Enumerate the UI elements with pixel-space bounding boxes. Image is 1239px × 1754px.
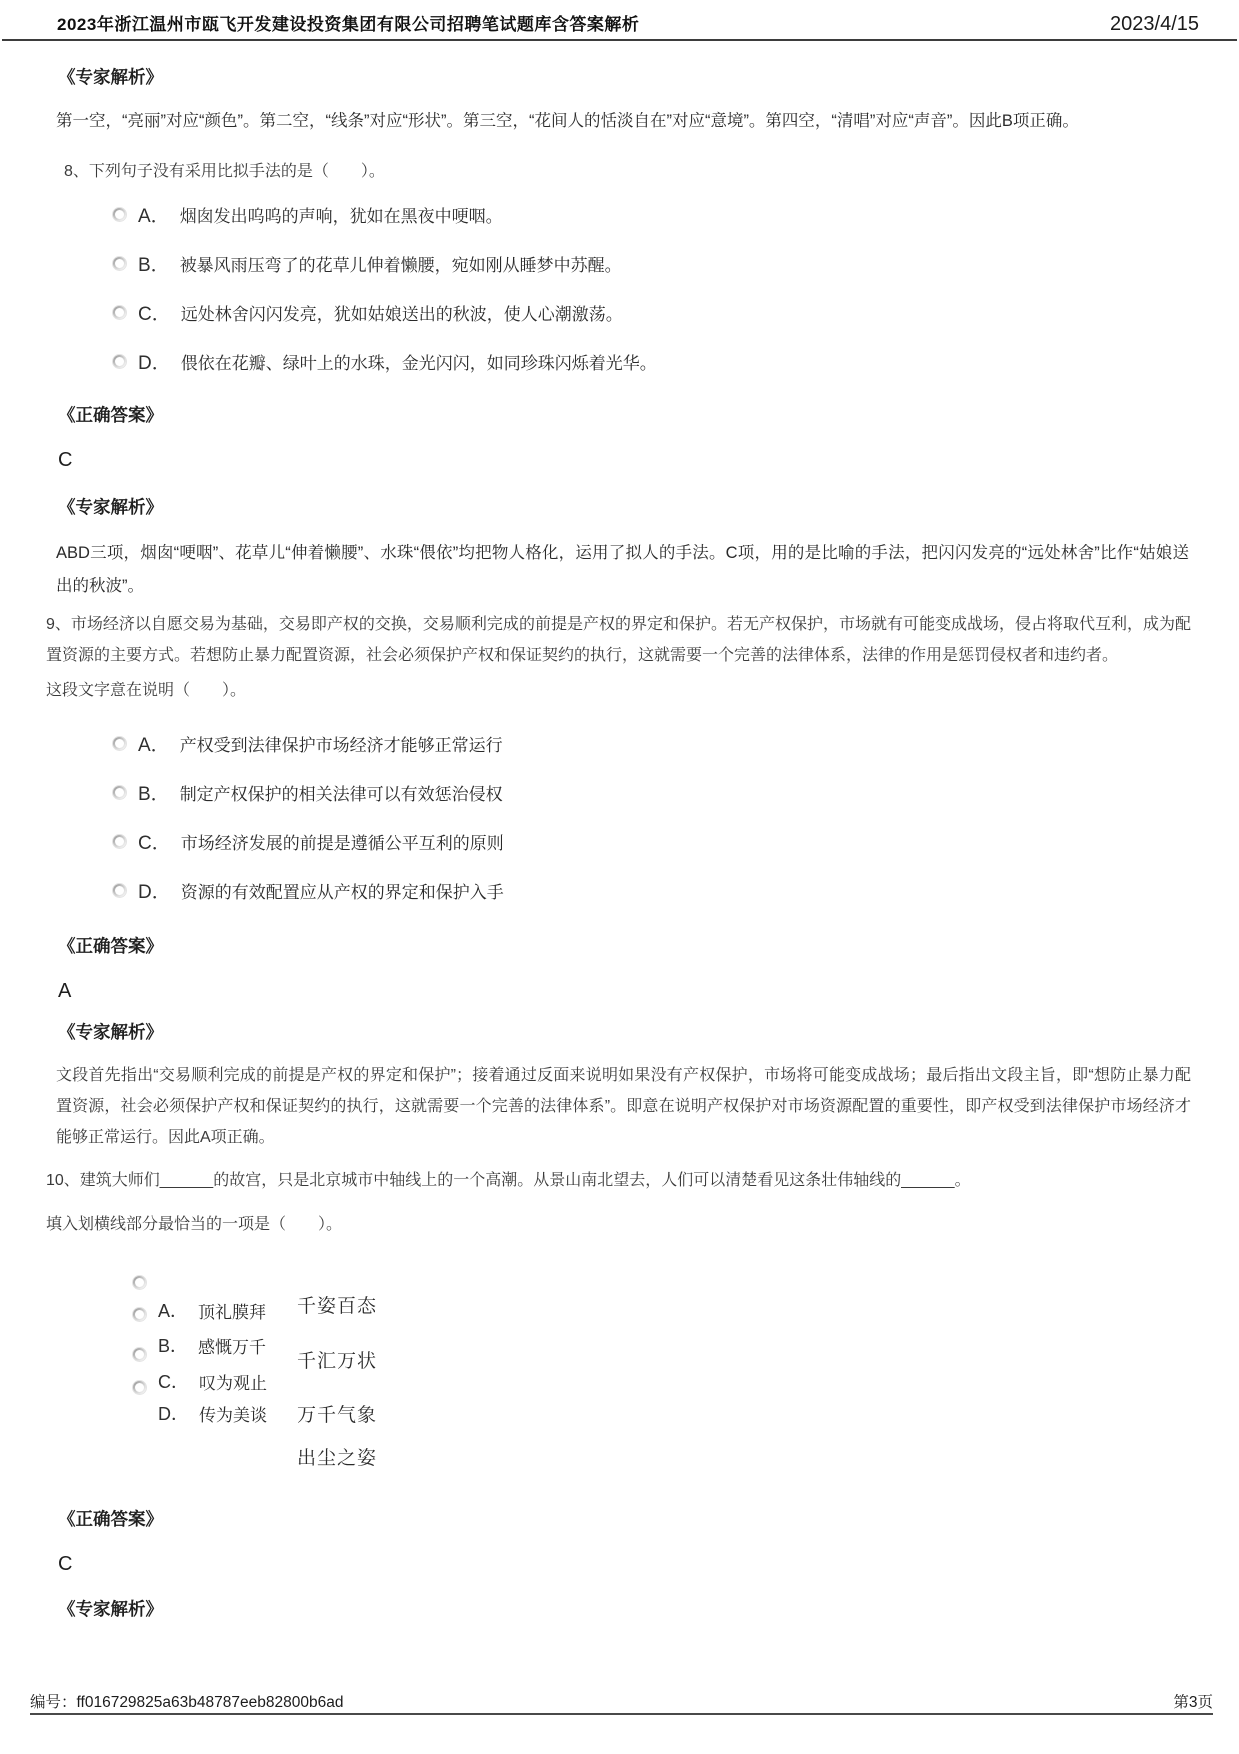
q9-stem: 9、市场经济以自愿交易为基础，交易即产权的交换，交易顺利完成的前提是产权的界定和保护。若无产权保护，市场就有可能变成战场，侵占将取代互利，成为配置资源的主要方式。若想防止暴力配置资源，社会必须保护产权和保证契约的执行，这就需要一个完善的法律体系，法律的作用是惩罚侵权者和违约者。	[46, 616, 1191, 664]
q8-option-c-radio[interactable]	[113, 306, 126, 319]
option-letter: A．	[158, 1301, 189, 1321]
expert-analysis-label: 《专家解析》	[58, 67, 163, 87]
document-title: 2023年浙江温州市瓯飞开发建设投资集团有限公司招聘笔试题库含答案解析	[57, 15, 640, 34]
q9-option-d-radio[interactable]	[113, 884, 126, 897]
q8-option-b[interactable]	[113, 249, 1191, 277]
q10-option-c[interactable]	[158, 1368, 267, 1394]
q10-stem: 10、建筑大师们______的故宫，只是北京城市中轴线上的一个高潮。从景山南北望去，人们可以清楚看见这条壮伟轴线的______。	[46, 1172, 971, 1189]
q8-option-d-radio[interactable]	[113, 355, 126, 368]
q9-option-b-radio[interactable]	[113, 786, 126, 799]
expert-analysis-label: 《专家解析》	[58, 1599, 163, 1619]
option-text: 远处林舍闪闪发亮，犹如姑娘送出的秋波，使人心潮激荡。	[180, 304, 623, 324]
prev-question-analysis-text: 第一空，“亮丽”对应“颜色”。第二空，“线条”对应“形状”。第三空，“花间人的恬淡自在”对应“意境”。第四空，“清唱”对应“声音”。因此B项正确。	[56, 112, 1079, 130]
option-letter: D．	[138, 352, 171, 374]
q10-blank2-option-1: 千姿百态	[297, 1296, 378, 1317]
q10-option-d[interactable]	[158, 1400, 267, 1426]
option-text: 制定产权保护的相关法律可以有效惩治侵权	[179, 784, 503, 804]
option-text: 资源的有效配置应从产权的界定和保护入手	[180, 882, 504, 902]
q10-option-c-radio[interactable]	[133, 1381, 146, 1394]
option-letter: A．	[138, 734, 170, 756]
option-letter: B．	[158, 1336, 189, 1356]
correct-answer-label: 《正确答案》	[58, 936, 163, 956]
q8-option-c[interactable]	[113, 298, 1191, 326]
q8-option-a-radio[interactable]	[113, 208, 126, 221]
q8-options	[46, 200, 1191, 375]
page-footer	[30, 1690, 1213, 1715]
q10-blank2-option-2: 千汇万状	[297, 1351, 378, 1372]
q9-option-c[interactable]	[113, 827, 1191, 855]
document-body	[0, 65, 1239, 1621]
q9-option-d[interactable]	[113, 876, 1191, 904]
q9-option-a-radio[interactable]	[113, 737, 126, 750]
q10-option-a-radio[interactable]	[133, 1308, 146, 1321]
option-text: 烟囱发出呜呜的声响，犹如在黑夜中哽咽。	[179, 206, 503, 226]
option-letter: C．	[138, 303, 171, 325]
expert-analysis-label: 《专家解析》	[58, 497, 163, 517]
q9-analysis-text: 文段首先指出“交易顺利完成的前提是产权的界定和保护”；接着通过反面来说明如果没有产权保护，市场将可能变成战场；最后指出文段主旨，即“想防止暴力配置资源，社会必须保护产权和保证契约的执行，这就需要一个完善的法律体系”。即意在说明产权保护对市场资源配置的重要性，即产权受到法律保护市场经济才能够正常运行。因此A项正确。	[56, 1067, 1191, 1146]
page-header	[2, 0, 1237, 41]
q9-options	[46, 729, 1191, 904]
option-text: 传为美谈	[199, 1405, 267, 1425]
option-text: 偎依在花瓣、绿叶上的水珠，金光闪闪，如同珍珠闪烁着光华。	[180, 353, 657, 373]
option-text: 感慨万千	[198, 1337, 267, 1357]
option-text: 顶礼膜拜	[198, 1302, 267, 1322]
q10-question: 填入划横线部分最恰当的一项是（ ）。	[46, 1216, 343, 1233]
q10-radio-blank[interactable]	[133, 1276, 146, 1289]
q10-blank2-option-3: 万千气象	[297, 1405, 378, 1426]
option-text: 被暴风雨压弯了的花草儿伸着懒腰，宛如刚从睡梦中苏醒。	[179, 255, 622, 275]
q9-answer: A	[58, 980, 72, 1002]
correct-answer-label: 《正确答案》	[58, 1509, 163, 1529]
q8-option-a[interactable]	[113, 200, 1191, 228]
option-letter: D．	[138, 881, 171, 903]
q10-blank2-option-4: 出尘之姿	[297, 1448, 378, 1469]
document-serial-number: 编号：ff016729825a63b48787eeb82800b6ad	[30, 1694, 344, 1711]
q9-option-b[interactable]	[113, 778, 1191, 806]
option-text: 叹为观止	[199, 1373, 267, 1393]
q8-stem: 8、下列句子没有采用比拟手法的是（ ）。	[64, 163, 385, 180]
option-letter: D．	[158, 1404, 189, 1424]
option-letter: C．	[158, 1372, 189, 1392]
q10-option-b-radio[interactable]	[133, 1348, 146, 1361]
q9-option-c-radio[interactable]	[113, 835, 126, 848]
expert-analysis-label: 《专家解析》	[58, 1022, 163, 1042]
q10-option-a[interactable]	[158, 1297, 266, 1323]
option-letter: C．	[138, 832, 171, 854]
option-letter: A．	[138, 205, 170, 227]
q8-analysis-text: ABD三项，烟囱“哽咽”、花草儿“伸着懒腰”、水珠“偎依”均把物人格化，运用了拟人的手法。C项，用的是比喻的手法，把闪闪发亮的“远处林舍”比作“姑娘送出的秋波”。	[56, 544, 1189, 595]
option-text: 产权受到法律保护市场经济才能够正常运行	[179, 735, 503, 755]
page-number: 第3页	[1173, 1694, 1213, 1711]
q10-option-b[interactable]	[158, 1332, 266, 1358]
q10-answer: C	[58, 1553, 73, 1575]
option-letter: B．	[138, 783, 170, 805]
q10-options	[46, 1269, 1191, 1481]
correct-answer-label: 《正确答案》	[58, 405, 163, 425]
q9-question: 这段文字意在说明（ ）。	[46, 682, 247, 699]
option-letter: B．	[138, 254, 170, 276]
q8-option-d[interactable]	[113, 347, 1191, 375]
q8-answer: C	[58, 449, 73, 471]
option-text: 市场经济发展的前提是遵循公平互利的原则	[180, 833, 504, 853]
document-date: 2023/4/15	[1110, 13, 1199, 35]
q8-option-b-radio[interactable]	[113, 257, 126, 270]
q9-option-a[interactable]	[113, 729, 1191, 757]
